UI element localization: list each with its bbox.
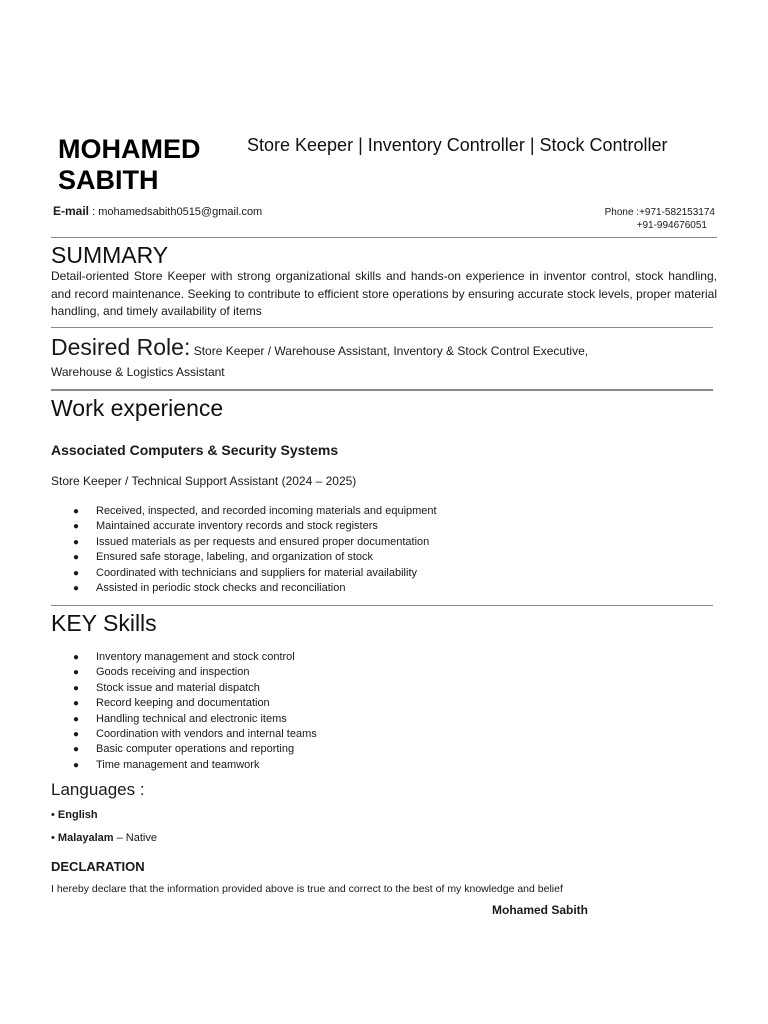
name-line-1: MOHAMED xyxy=(58,134,201,164)
list-item: ● Received, inspected, and recorded incoming materials and equipment xyxy=(51,504,437,519)
language-item-malayalam: • Malayalam – Native xyxy=(51,832,157,844)
bullet-icon: ● xyxy=(73,567,80,579)
bullet-icon: ● xyxy=(73,728,80,740)
bullet-icon: ● xyxy=(73,552,80,564)
list-item: ● Goods receiving and inspection xyxy=(51,665,317,680)
bullet-icon: ● xyxy=(73,759,80,771)
summary-heading: SUMMARY xyxy=(51,242,169,268)
candidate-name xyxy=(58,134,201,196)
language-item-english: • English xyxy=(51,809,98,821)
bullet-icon: ● xyxy=(73,536,80,548)
list-item: ● Stock issue and material dispatch xyxy=(51,681,317,696)
languages-heading: Languages : xyxy=(51,780,145,799)
signature-name: Mohamed Sabith xyxy=(492,903,589,917)
list-item: ● Handling technical and electronic items xyxy=(51,712,317,727)
list-item: ● Ensured safe storage, labeling, and organization of stock xyxy=(51,550,437,565)
desired-role xyxy=(51,334,721,361)
phone-number-1[interactable]: +971-582153174 xyxy=(639,207,715,218)
divider xyxy=(51,389,713,391)
bullet-icon: ● xyxy=(73,506,80,517)
divider xyxy=(51,605,713,606)
email-label: E-mail xyxy=(53,204,90,218)
summary-text: Detail-oriented Store Keeper with strong organizational skills and hands-on experience in inventor control, stock handling, and record maintenance. Seeking to contribute to efficient store operations by ensuring accurate stock levels, proper material handling, and timely availability of items xyxy=(51,269,717,318)
bullet-icon: ● xyxy=(73,582,80,594)
bullet-icon: ● xyxy=(73,682,80,694)
desired-role-line-2: Warehouse & Logistics Assistant xyxy=(51,365,225,379)
company-name: Associated Computers & Security Systems xyxy=(51,442,339,458)
desired-role-heading: Desired Role: xyxy=(51,334,191,360)
declaration-heading: DECLARATION xyxy=(51,859,145,874)
bullet-icon: ● xyxy=(73,713,80,725)
job-title: Store Keeper / Technical Support Assistant (2024 – 2025) xyxy=(51,474,357,488)
list-item: ● Time management and teamwork xyxy=(51,758,317,773)
list-item: ● Record keeping and documentation xyxy=(51,696,317,711)
phone-label: Phone : xyxy=(604,207,640,218)
phone-block xyxy=(560,206,715,232)
bullet-icon: ● xyxy=(73,652,80,663)
duties-list xyxy=(51,504,437,596)
work-experience-heading: Work experience xyxy=(51,395,224,421)
list-item: ● Issued materials as per requests and ensured proper documentation xyxy=(51,535,437,550)
desired-role-line-1: Store Keeper / Warehouse Assistant, Inventory & Stock Control Executive, xyxy=(193,344,589,358)
declaration-text: I hereby declare that the information provided above is true and correct to the best of my knowledge and belief xyxy=(51,883,563,895)
divider xyxy=(51,327,713,328)
skills-list xyxy=(51,650,317,773)
skills-heading: KEY Skills xyxy=(51,610,157,636)
list-item: ● Coordination with vendors and internal teams xyxy=(51,727,317,742)
divider xyxy=(51,237,717,238)
list-item: ● Assisted in periodic stock checks and reconciliation xyxy=(51,581,437,596)
phone-number-2[interactable]: +91-994676051 xyxy=(636,220,707,231)
bullet-icon: ● xyxy=(73,667,80,679)
list-item: ● Basic computer operations and reporting xyxy=(51,742,317,757)
bullet-icon: ● xyxy=(73,698,80,710)
list-item: ● Inventory management and stock control xyxy=(51,650,317,665)
list-item: ● Maintained accurate inventory records and stock registers xyxy=(51,519,437,534)
headline: Store Keeper | Inventory Controller | Stock Controller xyxy=(247,135,668,155)
email-value[interactable]: : mohamedsabith0515@gmail.com xyxy=(92,206,263,218)
bullet-icon: ● xyxy=(73,744,80,756)
email-row xyxy=(53,204,262,218)
list-item: ● Coordinated with technicians and suppliers for material availability xyxy=(51,566,437,581)
bullet-icon: ● xyxy=(73,521,80,533)
name-line-2: SABITH xyxy=(58,165,159,195)
